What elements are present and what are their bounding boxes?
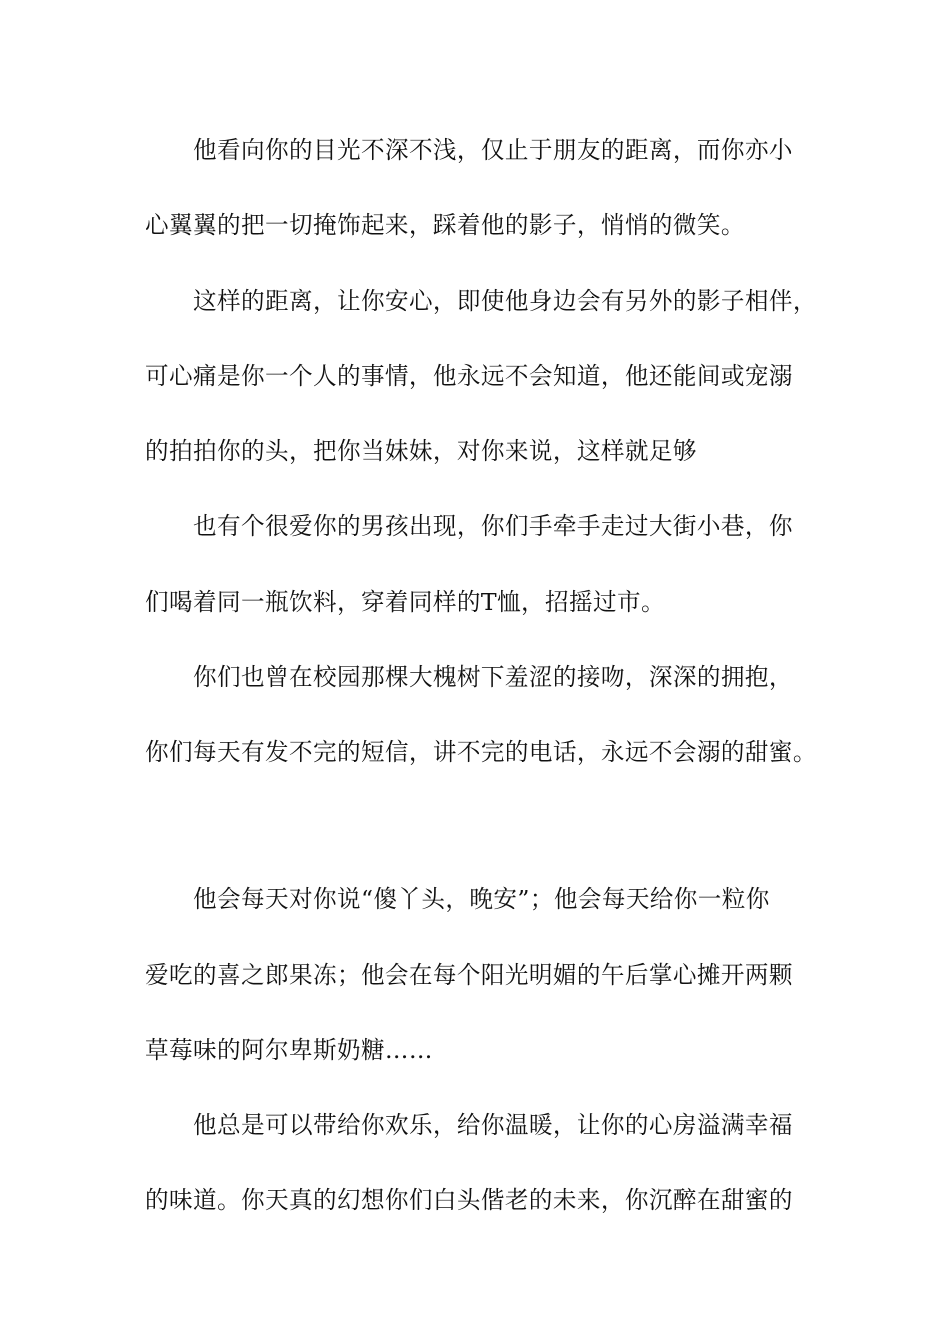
text-line: 的拍拍你的头，把你当妹妹，对你来说，这样就足够 <box>145 437 697 465</box>
text-line: 心翼翼的把一切掩饰起来，踩着他的影子，悄悄的微笑。 <box>145 211 745 239</box>
text-line: 你们也曾在校园那棵大槐树下羞涩的接吻，深深的拥抱， <box>193 663 793 691</box>
text-line: 他总是可以带给你欢乐，给你温暖，让你的心房溢满幸福 <box>193 1111 793 1139</box>
text-line: 草莓味的阿尔卑斯奶糖…… <box>145 1036 433 1064</box>
text-line: 他会每天对你说“傻丫头，晚安”；他会每天给你一粒你 <box>193 885 770 913</box>
text-line: 他看向你的目光不深不浅，仅止于朋友的距离，而你亦小 <box>193 136 793 164</box>
text-line: 们喝着同一瓶饮料，穿着同样的T恤，招摇过市。 <box>145 588 666 616</box>
text-line: 可心痛是你一个人的事情，他永远不会知道，他还能间或宠溺 <box>145 362 793 390</box>
text-line: 也有个很爱你的男孩出现，你们手牵手走过大街小巷，你 <box>193 512 793 540</box>
text-line: 的味道。你天真的幻想你们白头偕老的未来，你沉醉在甜蜜的 <box>145 1186 793 1214</box>
text-line: 这样的距离，让你安心，即使他身边会有另外的影子相伴， <box>193 287 817 315</box>
text-line: 你们每天有发不完的短信，讲不完的电话，永远不会溺的甜蜜。 <box>145 738 817 766</box>
text-line: 爱吃的喜之郎果冻；他会在每个阳光明媚的午后掌心摊开两颗 <box>145 961 793 989</box>
